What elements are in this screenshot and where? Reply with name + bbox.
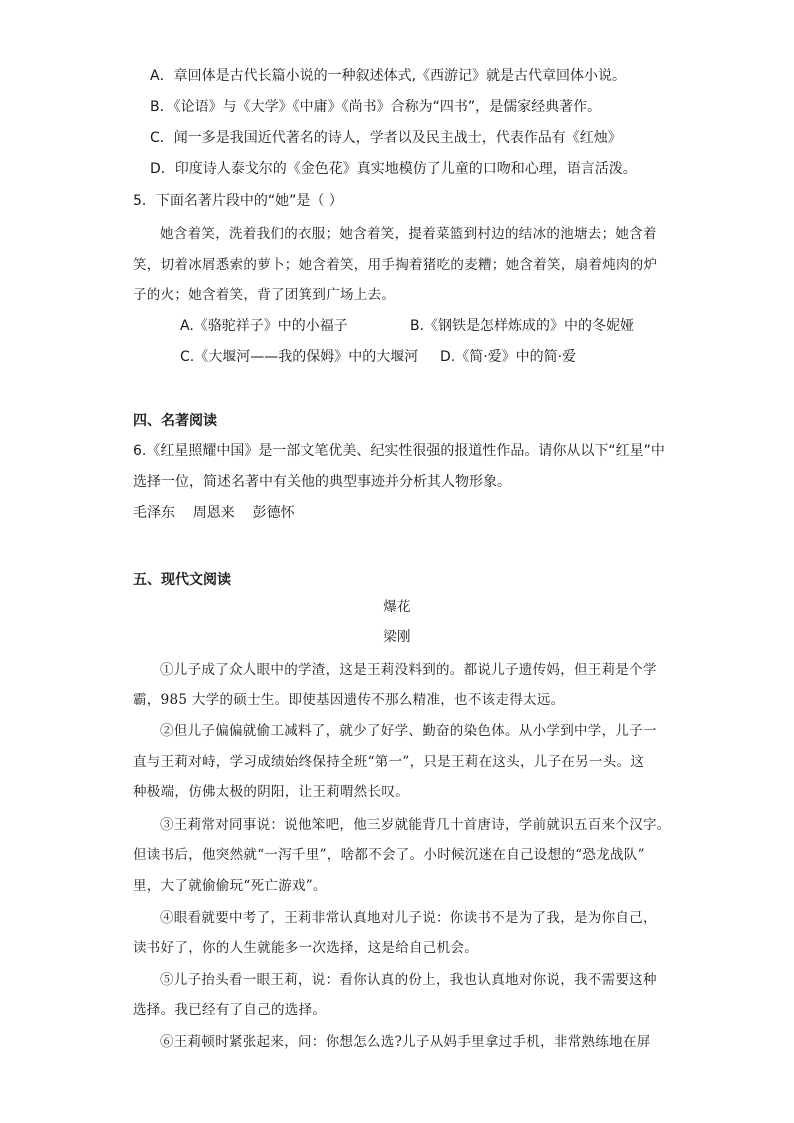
q5-passage-line-1: 她含着笑，洗着我们的衣服；她含着笑，提着菜篮到村边的结冰的池塘去；她含着	[160, 226, 657, 242]
article-line-12: 选择。我已经有了自己的选择。	[133, 1002, 327, 1018]
q5-option-c: C.《大堰河——我的保姆》中的大堰河	[180, 349, 419, 365]
article-line-8: 里，大了就偷偷玩“死亡游戏”。	[133, 878, 327, 894]
q5-passage-line-2: 笑，切着冰屑悉索的萝卜；她含着笑，用手掏着猪吃的麦糟；她含着笑，扇着炖肉的炉	[133, 257, 658, 273]
article-line-6: ③王莉常对同事说：说他笨吧，他三岁就能背几十首唐诗，学前就识五百来个汉字。	[160, 817, 671, 833]
q5-option-b: B.《钢铁是怎样炼成的》中的冬妮娅	[410, 318, 635, 334]
article-line-10: 读书好了，你的人生就能多一次选择，这是给自己机会。	[133, 940, 478, 956]
q4-option-c: C．闻一多是我国近代著名的诗人，学者以及民主战士，代表作品有《红烛》	[150, 130, 622, 146]
article-line-4: 直与王莉对峙，学习成绩始终保持全班“第一”，只是王莉在这头，儿子在另一头。这	[133, 754, 645, 770]
q4-option-b: B．《论语》与《大学》《中庸》《尚书》合称为“四书”，是儒家经典著作。	[150, 99, 602, 115]
article-line-13: ⑥王莉顿时紧张起来，问：你想怎么选?儿子从妈手里拿过手机，非常熟练地在屏	[160, 1034, 651, 1050]
q4-option-d: D．印度诗人泰戈尔的《金色花》真实地模仿了儿童的口吻和心理，语言活泼。	[150, 161, 637, 177]
q4-option-a: A．章回体是古代长篇小说的一种叙述体式,《西游记》就是古代章回体小说。	[150, 68, 627, 84]
article-line-11: ⑤儿子抬头看一眼王莉，说：看你认真的份上，我也认真地对你说，我不需要这种	[160, 972, 657, 988]
q5-stem: 5．下面名著片段中的“她”是（ ）	[133, 193, 343, 209]
q6-line-1: 6.《红星照耀中国》是一部文笔优美、纪实性很强的报道性作品。请你从以下“红星”中	[133, 443, 665, 459]
q5-option-d: D.《简·爱》中的简·爱	[440, 349, 577, 365]
article-line-7: 但读书后，他突然就“一泻千里”，啥都不会了。小时候沉迷在自己设想的“恐龙战队”	[133, 847, 645, 863]
article-line-9: ④眼看就要中考了，王莉非常认真地对儿子说：你读书不是为了我，是为你自己，	[160, 910, 657, 926]
section5-heading: 五、现代文阅读	[133, 572, 231, 588]
section4-heading: 四、名著阅读	[133, 413, 217, 429]
q6-line-2: 选择一位，简述名著中有关他的典型事迹并分析其人物形象。	[133, 474, 511, 490]
article-title: 爆花	[383, 599, 411, 615]
q5-passage-line-3: 子的火；她含着笑，背了团箕到广场上去。	[133, 287, 396, 303]
article-line-3: ②但儿子偏偏就偷工减料了，就少了好学、勤奋的染色体。从小学到中学，儿子一	[160, 723, 657, 739]
article-line-5: 种极端，仿佛太极的阴阳，让王莉喟然长叹。	[133, 784, 409, 800]
article-line-1: ①儿子成了众人眼中的学渣，这是王莉没料到的。都说儿子遗传妈，但王莉是个学	[160, 662, 657, 678]
q5-option-a: A.《骆驼祥子》中的小福子	[180, 318, 348, 334]
article-author: 梁刚	[383, 629, 411, 645]
q6-names: 毛泽东 周恩来 彭德怀	[133, 505, 295, 521]
article-line-2: 霸，985 大学的硕士生。即使基因遗传不那么精准，也不该走得太远。	[133, 692, 565, 708]
